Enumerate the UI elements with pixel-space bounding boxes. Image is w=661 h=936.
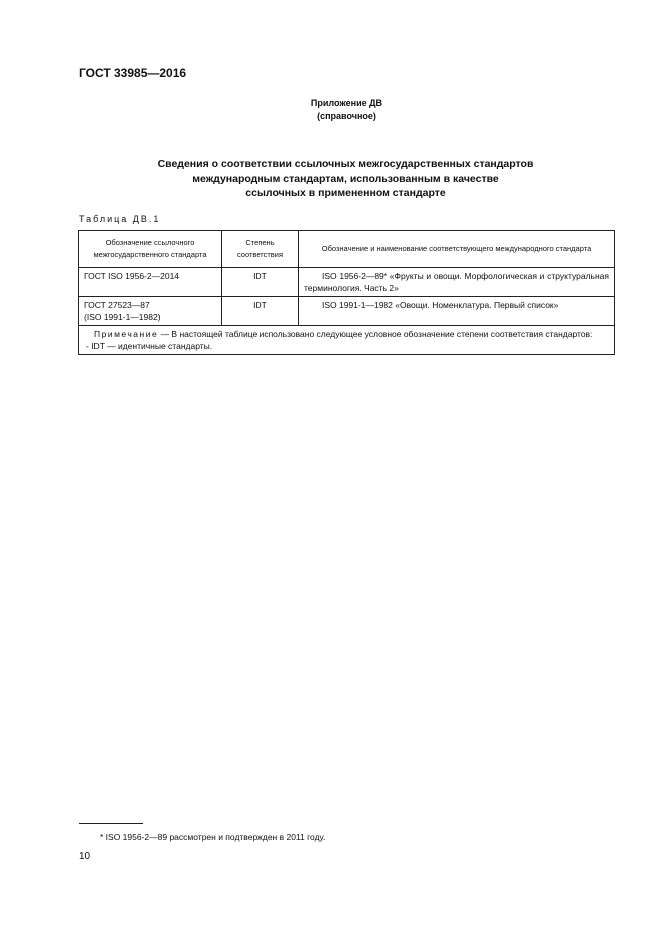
section-title-line-1: Сведения о соответствии ссылочных межгосударственных стандартов (157, 158, 534, 170)
cell-international: ISO 1956-2—89* «Фрукты и овощи. Морфологическая и структуральная терминология. Часть 2» (299, 268, 615, 297)
note-label: Примечание (94, 329, 159, 339)
cell-international: ISO 1991-1—1982 «Овощи. Номенклатура. Первый список» (299, 297, 615, 326)
section-title-line-3: ссылочных в примененном стандарте (245, 187, 446, 199)
cell-degree: IDT (222, 268, 299, 297)
appendix-subtitle: (справочное) (317, 111, 376, 121)
cell-standard-line-1: ГОСТ 27523—87 (84, 300, 150, 310)
cell-standard (79, 297, 222, 326)
column-header-standard: Обозначение ссылочного межгосударственного стандарта (79, 231, 222, 268)
correspondence-table (78, 230, 615, 355)
column-header-international: Обозначение и наименование соответствующего международного стандарта (299, 231, 615, 268)
document-code: ГОСТ 33985—2016 (79, 66, 187, 80)
cell-standard: ГОСТ ISO 1956-2—2014 (79, 268, 222, 297)
table-header-row (79, 231, 615, 268)
note-body: — В настоящей таблице использовано следующее условное обозначение степени соответствия стандартов: (158, 329, 593, 339)
table-row (79, 268, 615, 297)
cell-standard-line-2: (ISO 1991-1—1982) (84, 312, 161, 322)
column-header-degree: Степень соответствия (222, 231, 299, 268)
table-note (79, 326, 615, 355)
table-row (79, 297, 615, 326)
page-number: 10 (79, 851, 91, 862)
note-list-item: - IDT — идентичные стандарты. (86, 341, 213, 351)
footnote-divider (79, 823, 143, 824)
appendix-title: Приложение ДВ (310, 98, 383, 108)
cell-degree: IDT (222, 297, 299, 326)
appendix-heading (0, 97, 661, 123)
section-title (0, 157, 661, 201)
footnote: * ISO 1956-2—89 рассмотрен и подтвержден в 2011 году. (100, 832, 326, 842)
table-note-row (79, 326, 615, 355)
note-text (84, 328, 609, 340)
section-title-line-2: международным стандартам, использованным в качестве (192, 172, 499, 185)
table-caption: Таблица ДВ.1 (79, 214, 161, 224)
